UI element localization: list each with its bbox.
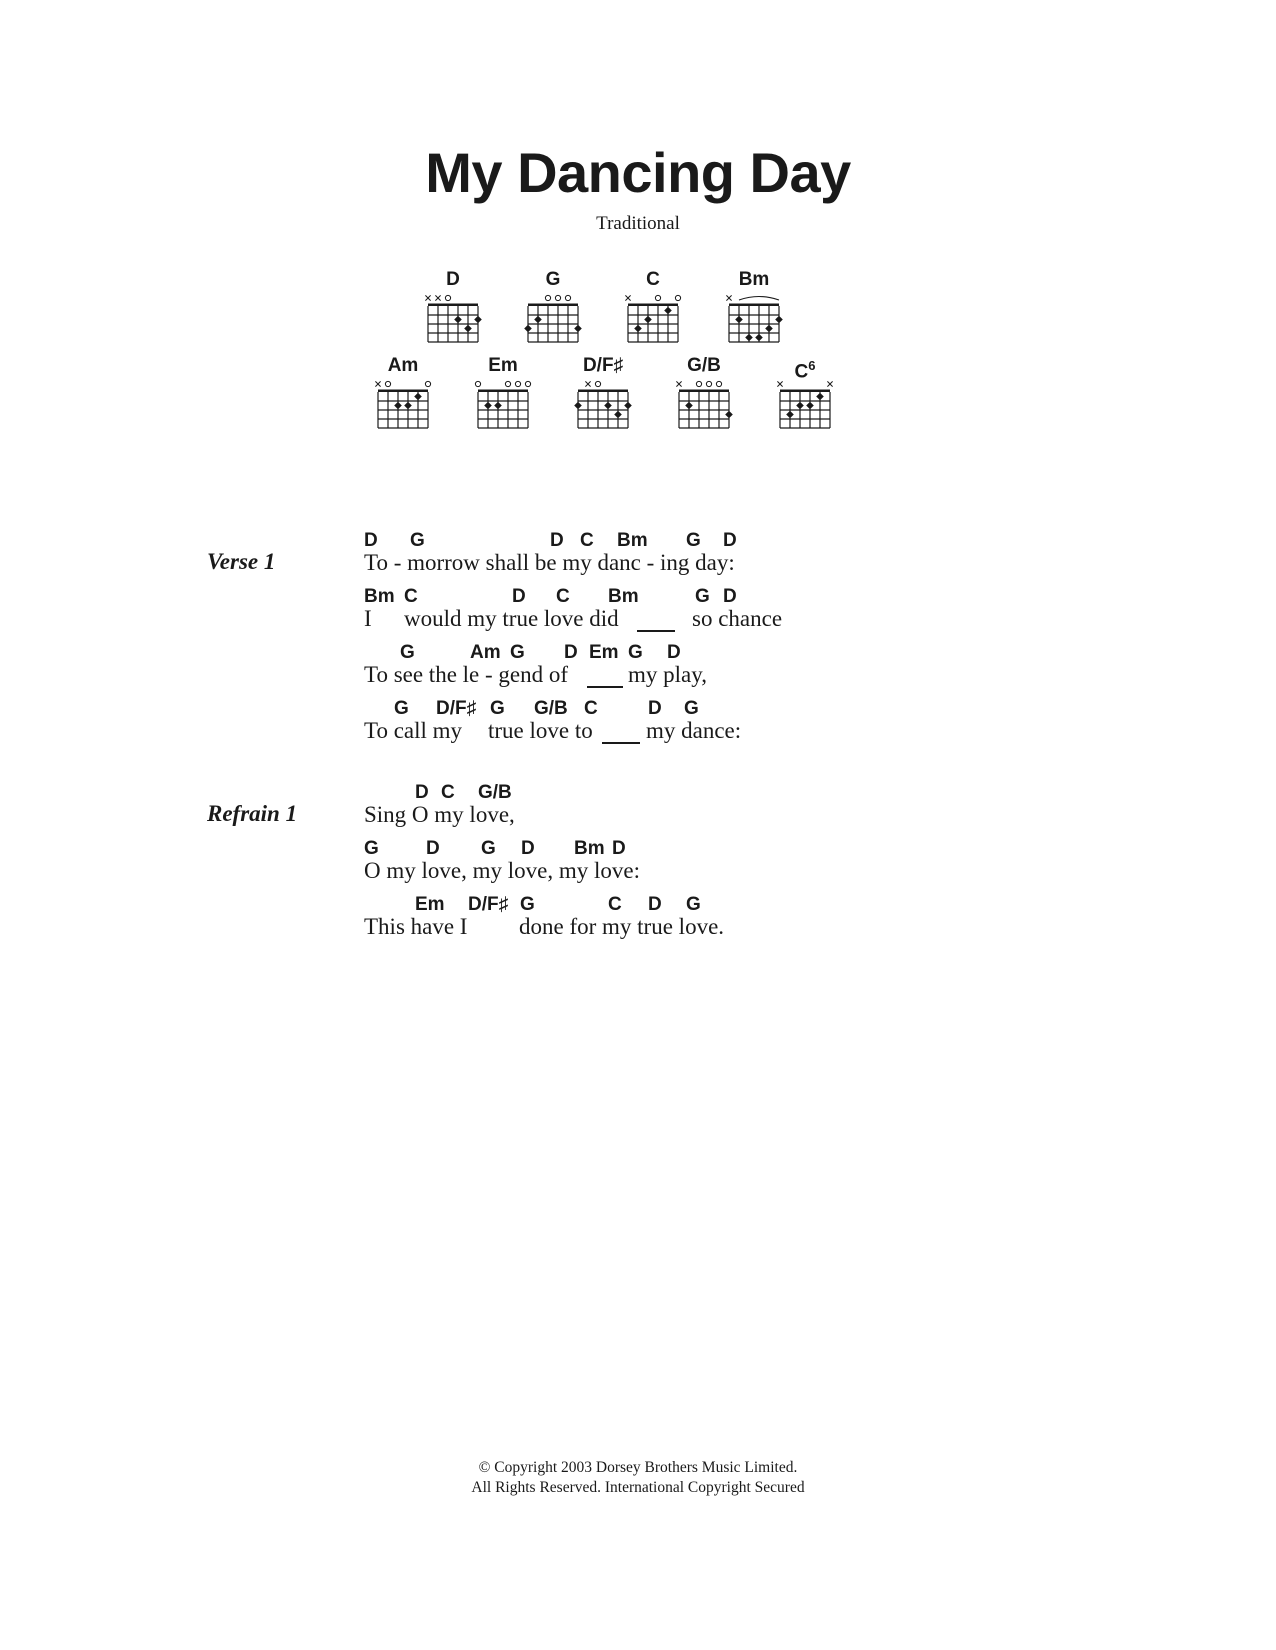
finger-dot-icon: [534, 316, 542, 324]
chord-diagram-name: C: [646, 269, 660, 290]
finger-dot-icon: [414, 393, 422, 401]
lyric-row: [364, 718, 1164, 748]
chord-label: D: [415, 782, 429, 803]
fretboard-icon: [568, 378, 638, 448]
fretboard-icon: [669, 378, 739, 448]
chord-row: [364, 698, 1164, 720]
melisma-line: [637, 630, 675, 632]
chord-label: Am: [470, 642, 501, 663]
chord-label: D: [521, 838, 535, 859]
open-string-icon: [675, 295, 680, 300]
lyric-text: To - morrow shall be my danc - ing day:: [364, 550, 735, 575]
chord-diagram-name: Em: [488, 355, 518, 376]
lyric-row: [364, 662, 1164, 692]
chord-label: D/F♯: [436, 698, 477, 719]
lyric-row: [364, 802, 1164, 832]
finger-dot-icon: [775, 316, 783, 324]
finger-dot-icon: [755, 334, 763, 342]
chord-label: G: [520, 894, 535, 915]
chord-row: [364, 642, 1164, 664]
lyric-text: To see the le - gend of: [364, 662, 569, 687]
chord-diagram-am: [368, 356, 438, 446]
open-string-icon: [515, 381, 520, 386]
chord-label: C: [608, 894, 622, 915]
lyric-row: [364, 606, 1164, 636]
nut: [628, 304, 678, 307]
lyric-text: would my true love did: [404, 606, 619, 631]
chord-label: D: [564, 642, 578, 663]
composer: Traditional: [596, 213, 680, 234]
chord-label: D: [426, 838, 440, 859]
chord-label: G: [686, 894, 701, 915]
finger-dot-icon: [664, 307, 672, 315]
open-string-icon: [706, 381, 711, 386]
chord-row: [364, 530, 1164, 552]
lyric-text: done for my true love.: [519, 914, 725, 939]
chord-diagram-g: [518, 270, 588, 360]
open-string-icon: [655, 295, 660, 300]
chord-diagram-c6: [770, 356, 840, 446]
chord-label: G: [490, 698, 505, 719]
nut: [528, 304, 578, 307]
finger-dot-icon: [634, 325, 642, 333]
lyric-line: [364, 698, 1164, 754]
lyric-line: [364, 838, 1164, 894]
open-string-icon: [505, 381, 510, 386]
chord-label: D: [667, 642, 681, 663]
chord-label: G: [394, 698, 409, 719]
open-string-icon: [525, 381, 530, 386]
open-string-icon: [565, 295, 570, 300]
chord-row: [364, 894, 1164, 916]
finger-dot-icon: [685, 402, 693, 410]
chord-label: C: [556, 586, 570, 607]
chord-row: [364, 782, 1164, 804]
copyright-line: All Rights Reserved. International Copyright Secured: [471, 1479, 805, 1496]
lyric-text: so chance: [692, 606, 783, 631]
lyric-row: [364, 858, 1164, 888]
open-string-icon: [595, 381, 600, 386]
nut: [478, 390, 528, 393]
lyric-text: true love to: [488, 718, 593, 743]
finger-dot-icon: [816, 393, 824, 401]
open-string-icon: [425, 381, 430, 386]
chord-label: C: [580, 530, 594, 551]
chord-diagram-c: [618, 270, 688, 360]
chord-label: C: [404, 586, 418, 607]
chord-diagram-name: Am: [387, 355, 419, 376]
copyright-notice: [0, 1458, 1276, 1498]
chord-row: [364, 838, 1164, 860]
melisma-line: [587, 686, 623, 688]
chord-label: G: [684, 698, 699, 719]
open-string-icon: [555, 295, 560, 300]
fretboard-icon: [719, 292, 789, 362]
finger-dot-icon: [404, 402, 412, 410]
finger-dot-icon: [484, 402, 492, 410]
finger-dot-icon: [765, 325, 773, 333]
lyric-text: my play,: [628, 662, 707, 687]
open-string-icon: [385, 381, 390, 386]
nut: [729, 304, 779, 307]
finger-dot-icon: [644, 316, 652, 324]
lyric-text: To call my: [364, 718, 463, 743]
lyric-line: [364, 894, 1164, 950]
finger-dot-icon: [806, 402, 814, 410]
lyric-line: [364, 530, 1164, 586]
chord-sup: 6: [808, 358, 816, 373]
copyright-line: © Copyright 2003 Dorsey Brothers Music Limited.: [478, 1459, 798, 1476]
chord-diagram-name: D/F♯: [582, 355, 624, 376]
chord-label: G: [695, 586, 710, 607]
chord-label: G: [364, 838, 379, 859]
lyric-row: [364, 550, 1164, 580]
finger-dot-icon: [725, 411, 733, 419]
chord-label: G: [481, 838, 496, 859]
finger-dot-icon: [574, 325, 582, 333]
chord-label: G: [510, 642, 525, 663]
chord-diagram-d: [418, 270, 488, 360]
fretboard-icon: [518, 292, 588, 362]
finger-dot-icon: [614, 411, 622, 419]
chord-label: D: [612, 838, 626, 859]
open-string-icon: [716, 381, 721, 386]
fretboard-icon: [770, 378, 840, 448]
chord-diagram-name: G: [545, 269, 561, 290]
barre-arc: [739, 297, 779, 301]
nut: [780, 390, 830, 393]
chord-label: G: [628, 642, 643, 663]
finger-dot-icon: [604, 402, 612, 410]
finger-dot-icon: [624, 402, 632, 410]
lyric-text: I: [364, 606, 372, 631]
chord-diagram-bm: [719, 270, 789, 360]
finger-dot-icon: [745, 334, 753, 342]
chord-label: Em: [589, 642, 619, 663]
chord-label: Bm: [608, 586, 639, 607]
open-string-icon: [545, 295, 550, 300]
chord-label: D: [550, 530, 564, 551]
lyric-line: [364, 642, 1164, 698]
chord-label: C: [584, 698, 598, 719]
nut: [428, 304, 478, 307]
chord-diagram-g-b: [669, 356, 739, 446]
chord-label: Em: [415, 894, 445, 915]
lyric-line: [364, 782, 1164, 838]
chord-label: D: [723, 586, 737, 607]
fretboard-icon: [468, 378, 538, 448]
chord-label: G: [400, 642, 415, 663]
finger-dot-icon: [735, 316, 743, 324]
nut: [378, 390, 428, 393]
chord-diagram-name: $C^6$: [794, 358, 816, 383]
chord-label: G/B: [534, 698, 568, 719]
chord-label: D: [648, 698, 662, 719]
open-string-icon: [475, 381, 480, 386]
finger-dot-icon: [474, 316, 482, 324]
finger-dot-icon: [394, 402, 402, 410]
nut: [679, 390, 729, 393]
finger-dot-icon: [454, 316, 462, 324]
lyric-text: my dance:: [646, 718, 742, 743]
open-string-icon: [696, 381, 701, 386]
chord-label: Bm: [617, 530, 648, 551]
lyric-text: Sing O my love,: [364, 802, 515, 827]
song-title: My Dancing Day: [425, 141, 851, 204]
finger-dot-icon: [786, 411, 794, 419]
finger-dot-icon: [796, 402, 804, 410]
lyric-line: [364, 586, 1164, 642]
lyric-text: This have I: [364, 914, 468, 939]
lyric-row: [364, 914, 1164, 944]
chord-diagram-name: Bm: [738, 269, 770, 290]
chord-label: D/F♯: [468, 894, 509, 915]
finger-dot-icon: [494, 402, 502, 410]
fretboard-icon: [418, 292, 488, 362]
chord-diagram-d-f-sharp: [568, 356, 638, 446]
section-label-verse-1: Verse 1: [207, 549, 276, 574]
finger-dot-icon: [464, 325, 472, 333]
chord-row: [364, 586, 1164, 608]
chord-label: G: [686, 530, 701, 551]
chord-label: G: [410, 530, 425, 551]
finger-dot-icon: [524, 325, 532, 333]
open-string-icon: [445, 295, 450, 300]
chord-label: D: [512, 586, 526, 607]
chord-label: Bm: [364, 586, 395, 607]
chord-label: C: [441, 782, 455, 803]
chord-diagram-em: [468, 356, 538, 446]
chord-label: D: [648, 894, 662, 915]
chord-diagram-name: G/B: [687, 355, 721, 376]
fretboard-icon: [618, 292, 688, 362]
chord-label: Bm: [574, 838, 605, 859]
chord-label: G/B: [478, 782, 512, 803]
lyric-text: O my love, my love, my love:: [364, 858, 640, 883]
finger-dot-icon: [574, 402, 582, 410]
section-label-refrain-1: Refrain 1: [207, 801, 298, 826]
melisma-line: [602, 742, 640, 744]
nut: [578, 390, 628, 393]
chord-label: D: [364, 530, 378, 551]
chord-label: D: [723, 530, 737, 551]
fretboard-icon: [368, 378, 438, 448]
chord-diagram-name: D: [446, 269, 460, 290]
